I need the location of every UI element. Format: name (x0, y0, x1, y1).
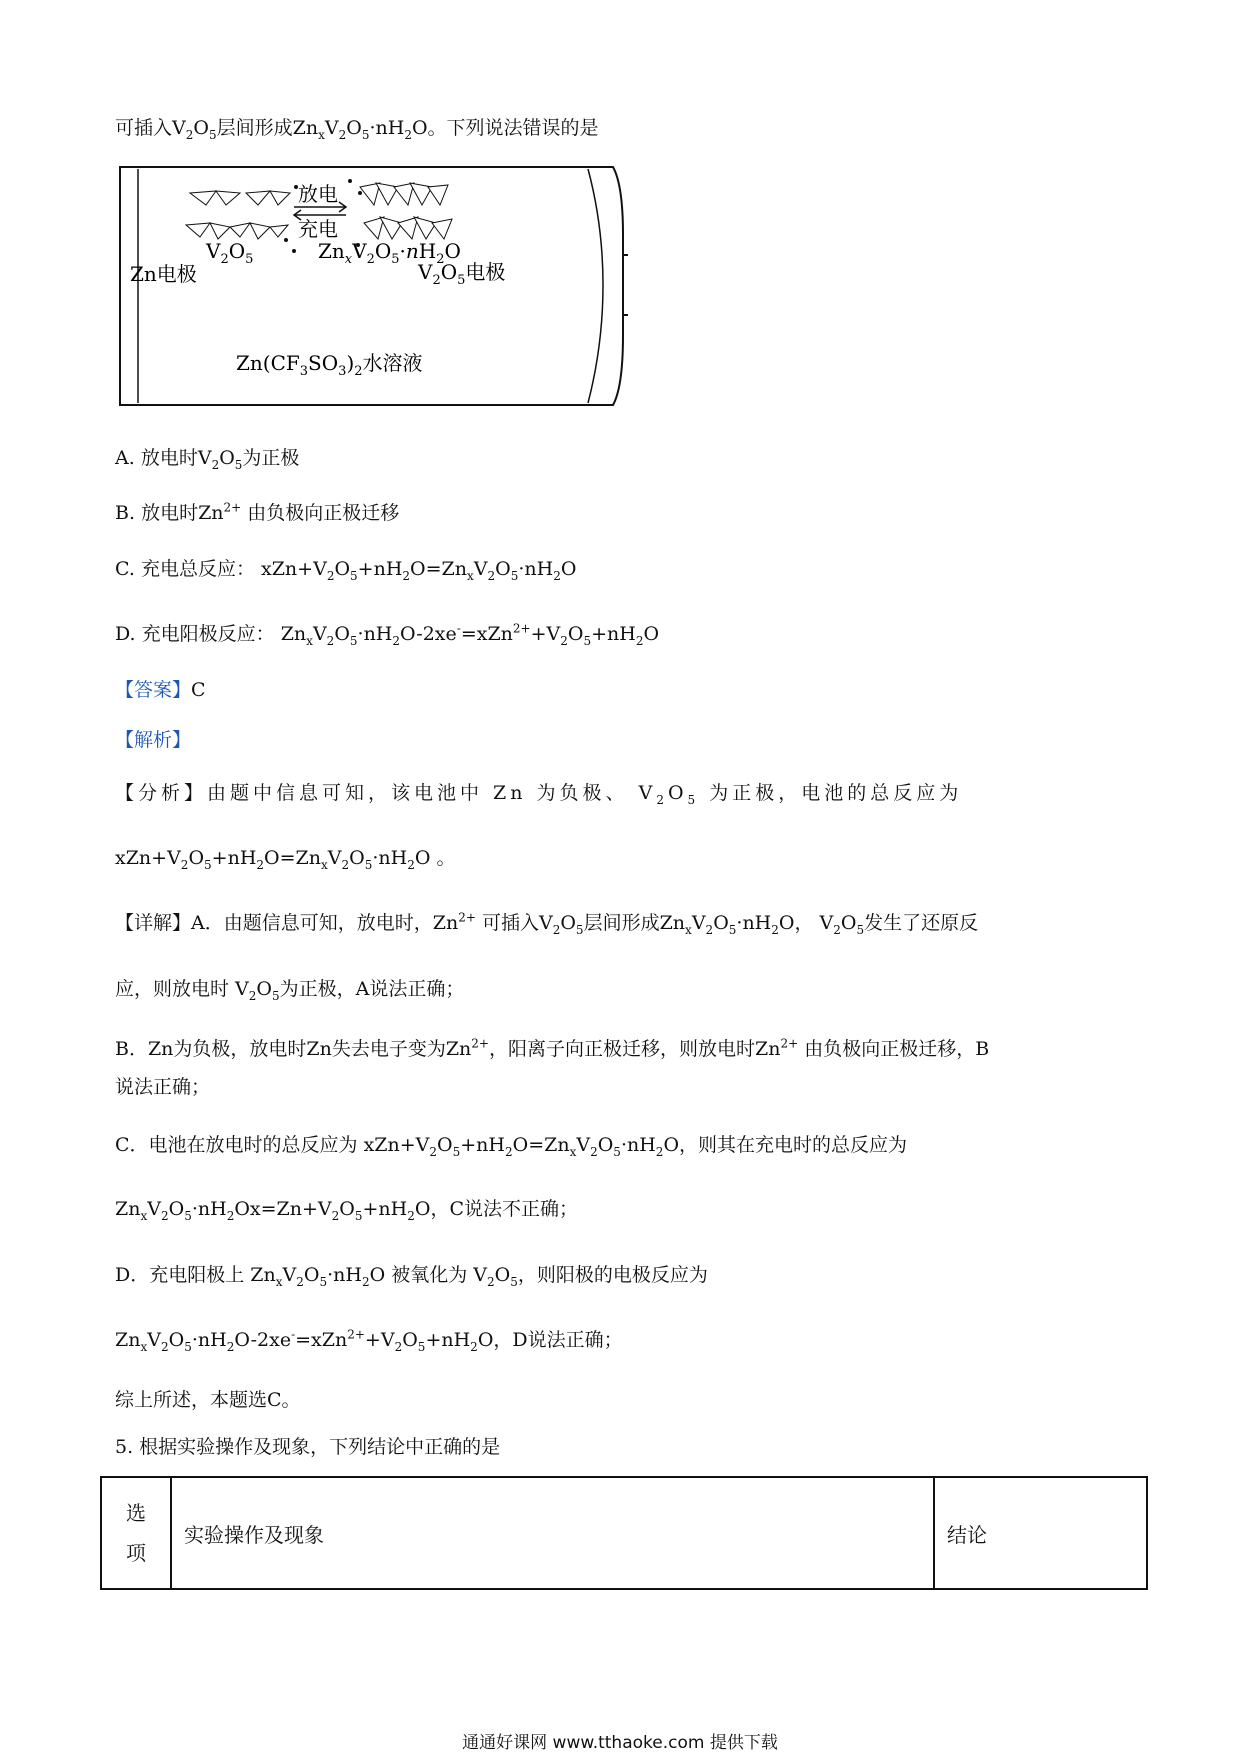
battery-diagram (118, 165, 628, 410)
detail-d-line-1: D．充电阳极上 $Zn_xV_2O_5\cdot nH_2O$ 被氧化为 $V_2O_5$，则阳极的电极反应为 (115, 1264, 708, 1289)
v2o5-crystals (186, 191, 290, 239)
experiment-table (100, 1476, 1148, 1590)
table-header-operation: 实验操作及现象 (171, 1477, 934, 1589)
option-c: C. 充电总反应： $xZn+V_2O_5+nH_2O=Zn_xV_2O_5\cdot nH_2O$ (115, 558, 577, 583)
table-header-row (101, 1477, 1147, 1589)
page-footer: 通通好课网 www.tthaoke.com 提供下载 (462, 1733, 778, 1753)
znx-label: $Zn_xV_2O_5\cdot nH_2O$ (318, 239, 461, 267)
option-a: A. 放电时$V_2O_5$为正极 (115, 447, 300, 472)
detail-c-line-2: $Zn_xV_2O_5\cdot nH_2Ox=Zn+V_2O_5+nH_2O$，C说法不正确； (115, 1198, 578, 1223)
question-intro: 可插入$V_2O_5$层间形成$Zn_xV_2O_5\cdot nH_2O$。下列说法错误的是 (115, 117, 599, 142)
answer-tag: 【答案】 (115, 679, 192, 701)
detail-b-line-2: 说法正确； (115, 1076, 211, 1098)
table-header-option: 选项 (101, 1477, 171, 1589)
option-b: B. 放电时$Zn^{2+}$ 由负极向正极迁移 (115, 500, 400, 524)
detail-b-line-1: B．Zn为负极，放电时Zn失去电子变为$Zn^{2+}$，阳离子向正极迁移，则放电时$Zn^{2+}$ 由负极向正极迁移，B (115, 1036, 990, 1060)
analysis-line-2: $xZn+V_2O_5+nH_2O=Zn_xV_2O_5\cdot nH_2O$ 。 (115, 847, 456, 872)
answer-value: C (191, 679, 206, 701)
answer (115, 675, 206, 702)
detail-summary: 综上所述，本题选C。 (115, 1389, 301, 1411)
v2o5-electrode-label: $V_2O_5$电极 (418, 260, 506, 288)
znx-crystals (360, 183, 452, 239)
option-d: D. 充电阳极反应： $Zn_xV_2O_5\cdot nH_2O-2xe^-=xZn^{2+}+V_2O_5+nH_2O$ (115, 621, 660, 648)
electrolyte-label: $Zn(CF_3SO_3)_2$水溶液 (236, 351, 423, 379)
detail-a-line-2: 应，则放电时 $V_2O_5$为正极，A说法正确； (115, 978, 465, 1003)
question-5: 5. 根据实验操作及现象，下列结论中正确的是 (115, 1436, 501, 1458)
detail-d-line-2: $Zn_xV_2O_5\cdot nH_2O-2xe^-=xZn^{2+}+V_2O_5+nH_2O$，D说法正确； (115, 1327, 623, 1354)
analysis-line-1: 【分析】由题中信息可知，该电池中 Zn 为负极、 $V_2O_5$ 为正极，电池的总反应为 (115, 782, 963, 807)
table-header-conclusion: 结论 (934, 1477, 1147, 1589)
detail-a-line-1: 【详解】A．由题信息可知，放电时，$Zn^{2+}$ 可插入$V_2O_5$层间形成$Zn_xV_2O_5\cdot nH_2O$， $V_2O_5$发生了还原反 (115, 910, 979, 937)
v2o5-label: $V_2O_5$ (206, 239, 254, 267)
analysis-heading: 【解析】 (115, 729, 192, 751)
charge-label: 充电 (298, 217, 338, 241)
discharge-label: 放电 (298, 182, 338, 206)
detail-c-line-1: C．电池在放电时的总反应为 $xZn+V_2O_5+nH_2O=Zn_xV_2O_5\cdot nH_2O$，则其在充电时的总反应为 (115, 1134, 908, 1159)
zn-electrode-label: Zn电极 (130, 262, 197, 286)
